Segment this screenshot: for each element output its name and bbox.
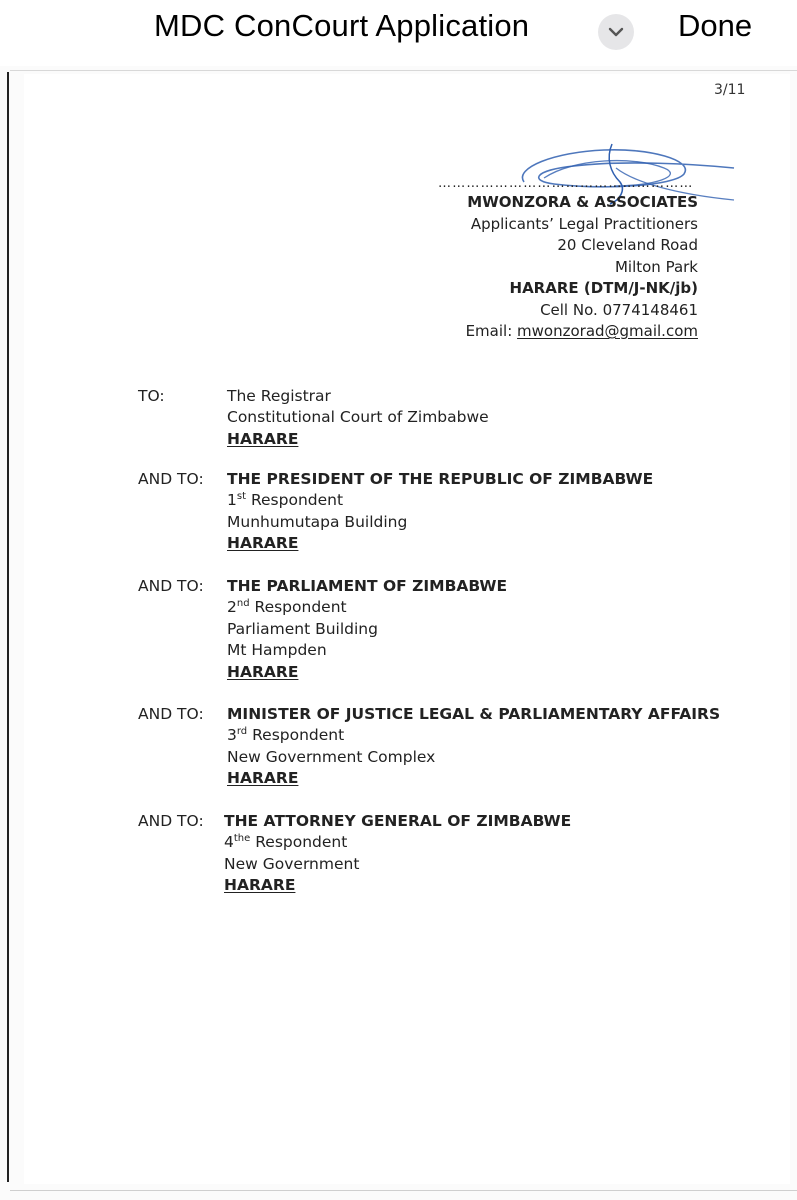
recipient-line: New Government Complex bbox=[227, 747, 436, 766]
recipient-city: HARARE bbox=[227, 534, 299, 553]
cell-number: 0774148461 bbox=[602, 300, 698, 319]
ordinal-text: Respondent bbox=[246, 491, 344, 510]
recipient-label: AND TO: bbox=[138, 705, 204, 723]
chevron-down-icon bbox=[608, 27, 624, 37]
ordinal-number: 2 bbox=[227, 598, 237, 617]
title-menu-button[interactable] bbox=[598, 14, 634, 50]
ordinal-text: Respondent bbox=[250, 833, 348, 852]
recipient-name: THE ATTORNEY GENERAL OF ZIMBABWE bbox=[224, 812, 572, 830]
document-title: MDC ConCourt Application bbox=[154, 8, 530, 43]
recipient-city: HARARE bbox=[227, 429, 299, 448]
ordinal-text: Respondent bbox=[249, 598, 347, 617]
ordinal-suffix: nd bbox=[236, 598, 250, 610]
page-edge bbox=[7, 72, 9, 1182]
done-button[interactable]: Done bbox=[678, 8, 753, 43]
recipient-city: HARARE bbox=[227, 769, 299, 788]
cell-label: Cell No. bbox=[540, 300, 598, 319]
recipient-city: HARARE bbox=[224, 876, 296, 895]
firm-address bbox=[466, 192, 698, 343]
firm-suburb: Milton Park bbox=[614, 257, 698, 276]
recipient-label: AND TO: bbox=[138, 577, 204, 595]
respondent-ordinal bbox=[227, 490, 653, 511]
divider bbox=[10, 70, 797, 71]
recipient-name: THE PARLIAMENT OF ZIMBABWE bbox=[227, 577, 508, 595]
recipient-address bbox=[227, 469, 653, 555]
signature-line: ……………………………………………… bbox=[438, 176, 694, 191]
ordinal-number: 4 bbox=[224, 833, 234, 852]
ordinal-suffix: the bbox=[233, 833, 251, 845]
recipient-label: AND TO: bbox=[138, 812, 204, 830]
respondent-ordinal bbox=[227, 597, 507, 618]
email-link[interactable]: mwonzorad@gmail.com bbox=[517, 322, 698, 340]
recipient-address bbox=[224, 811, 571, 897]
firm-email bbox=[466, 321, 698, 343]
divider bbox=[10, 1190, 797, 1191]
page-number: 3/11 bbox=[714, 82, 746, 98]
recipient-label: TO: bbox=[138, 387, 165, 405]
document-page bbox=[24, 74, 790, 1184]
ordinal-number: 3 bbox=[227, 726, 237, 745]
recipient-city: HARARE bbox=[227, 662, 299, 681]
firm-name: MWONZORA & ASSOCIATES bbox=[467, 193, 698, 211]
respondent-ordinal bbox=[224, 832, 571, 853]
ordinal-suffix: st bbox=[236, 491, 247, 503]
firm-role: Applicants’ Legal Practitioners bbox=[470, 214, 698, 233]
recipient-line: Constitutional Court of Zimbabwe bbox=[227, 408, 489, 427]
firm-cell bbox=[466, 300, 698, 322]
recipient-name: MINISTER OF JUSTICE LEGAL & PARLIAMENTARY AFFAIRS bbox=[227, 705, 721, 723]
recipient-address bbox=[227, 704, 720, 790]
ordinal-suffix: rd bbox=[236, 726, 248, 738]
recipient-line: New Government bbox=[224, 854, 360, 873]
respondent-ordinal bbox=[227, 725, 720, 746]
recipient-line: The Registrar bbox=[227, 387, 331, 405]
recipient-name: THE PRESIDENT OF THE REPUBLIC OF ZIMBABWE bbox=[227, 470, 654, 488]
recipient-line: Mt Hampden bbox=[227, 641, 327, 660]
recipient-label: AND TO: bbox=[138, 470, 204, 488]
ordinal-number: 1 bbox=[227, 491, 237, 510]
recipient-address bbox=[227, 576, 507, 683]
firm-street: 20 Cleveland Road bbox=[557, 236, 698, 254]
recipient-line: Parliament Building bbox=[227, 619, 378, 638]
recipient-address bbox=[227, 386, 489, 450]
email-label: Email: bbox=[465, 322, 513, 340]
ordinal-text: Respondent bbox=[247, 726, 345, 745]
firm-city-ref: HARARE (DTM/J-NK/jb) bbox=[509, 279, 698, 297]
recipient-line: Munhumutapa Building bbox=[227, 512, 408, 531]
toolbar bbox=[0, 0, 797, 62]
